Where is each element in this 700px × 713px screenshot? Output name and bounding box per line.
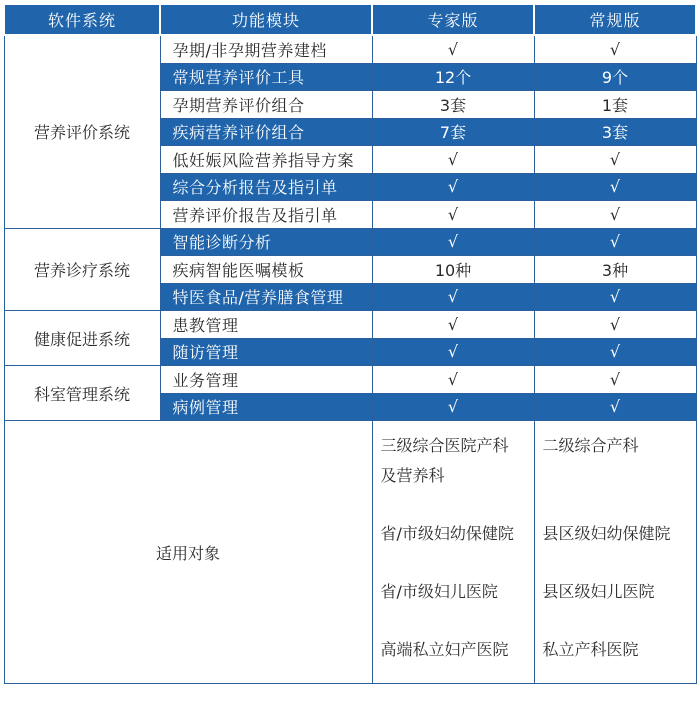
target-label: 适用对象 [4,421,372,684]
target-expert-line: 及营养科 [380,466,445,485]
expert-value: √ [372,338,534,366]
module-cell: 营养评价报告及指引单 [160,201,372,229]
table-row [4,228,696,256]
expert-value: √ [372,146,534,174]
header-regular-edition: 常规版 [534,4,696,35]
header-row [4,4,696,35]
module-cell: 患教管理 [160,311,372,339]
table-row [4,311,696,339]
module-cell: 特医食品/营养膳食管理 [160,283,372,311]
comparison-table [3,3,697,684]
module-cell: 智能诊断分析 [160,228,372,256]
target-expert-line: 三级综合医院产科 [380,436,509,455]
regular-value: √ [534,228,696,256]
target-regular-line: 私立产科医院 [542,640,639,659]
module-cell: 疾病智能医嘱模板 [160,256,372,284]
regular-value: 9个 [534,63,696,91]
expert-value: √ [372,173,534,201]
target-regular-line: 县区级妇幼保健院 [542,524,671,543]
table-row [4,366,696,394]
table-row [4,35,696,63]
target-expert-line: 省/市级妇幼保健院 [380,524,514,543]
regular-value: 1套 [534,91,696,119]
comparison-table-container [3,3,695,708]
module-cell: 业务管理 [160,366,372,394]
expert-value: √ [372,35,534,63]
expert-value: √ [372,393,534,421]
module-cell: 病例管理 [160,393,372,421]
regular-value: 3种 [534,256,696,284]
module-cell: 综合分析报告及指引单 [160,173,372,201]
expert-value: √ [372,366,534,394]
module-cell: 常规营养评价工具 [160,63,372,91]
module-cell: 疾病营养评价组合 [160,118,372,146]
regular-value: √ [534,201,696,229]
regular-value: √ [534,146,696,174]
regular-value: √ [534,338,696,366]
expert-value: √ [372,311,534,339]
module-cell: 孕期/非孕期营养建档 [160,35,372,63]
expert-value: 10种 [372,256,534,284]
system-dept-mgmt: 科室管理系统 [4,366,160,421]
expert-value: √ [372,228,534,256]
expert-value: 3套 [372,91,534,119]
regular-value: √ [534,283,696,311]
regular-value: √ [534,35,696,63]
system-nutrition-diag: 营养诊疗系统 [4,228,160,311]
expert-value: √ [372,201,534,229]
target-regular-line: 二级综合产科 [542,436,639,455]
expert-value: 12个 [372,63,534,91]
system-health-promo: 健康促进系统 [4,311,160,366]
target-row [4,421,696,684]
target-regular-cell [534,421,696,684]
regular-value: √ [534,366,696,394]
regular-value: 3套 [534,118,696,146]
target-expert-line: 高端私立妇产医院 [380,640,509,659]
expert-value: √ [372,283,534,311]
expert-value: 7套 [372,118,534,146]
header-software-system: 软件系统 [4,4,160,35]
target-expert-line: 省/市级妇儿医院 [380,582,498,601]
regular-value: √ [534,393,696,421]
system-nutrition-eval: 营养评价系统 [4,35,160,228]
header-expert-edition: 专家版 [372,4,534,35]
target-regular-line: 县区级妇儿医院 [542,582,655,601]
regular-value: √ [534,173,696,201]
header-function-module: 功能模块 [160,4,372,35]
module-cell: 低妊娠风险营养指导方案 [160,146,372,174]
module-cell: 孕期营养评价组合 [160,91,372,119]
regular-value: √ [534,311,696,339]
target-expert-cell [372,421,534,684]
module-cell: 随访管理 [160,338,372,366]
